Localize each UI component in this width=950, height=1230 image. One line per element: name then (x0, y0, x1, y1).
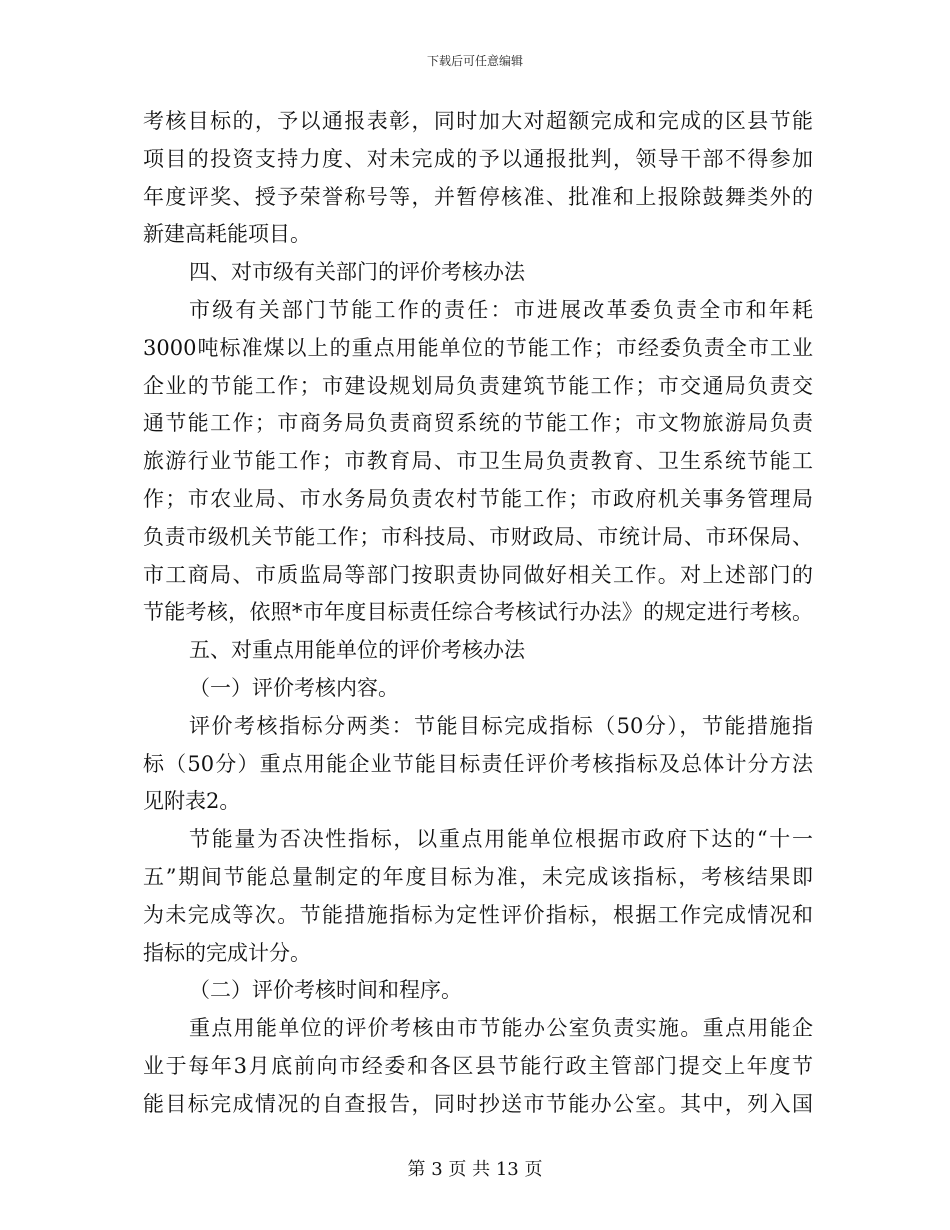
text-line: 负责市级机关节能工作；市科技局、市财政局、市统计局、市环保局、 (143, 524, 813, 549)
text-line: 作；市农业局、市水务局负责农村节能工作；市政府机关事务管理局 (143, 486, 813, 511)
text-line: 能目标完成情况的自查报告，同时抄送市节能办公室。其中，列入国 (143, 1091, 813, 1116)
text-line: 旅游行业节能工作；市教育局、市卫生局负责教育、卫生系统节能工 (143, 449, 813, 474)
text-line: 四、对市级有关部门的评价考核办法 (189, 260, 525, 285)
text-line: 市工商局、市质监局等部门按职责协同做好相关工作。对上述部门的 (143, 562, 813, 587)
text-line: 业于每年3月底前向市经委和各区县节能行政主管部门提交上年度节 (143, 1053, 813, 1078)
text-line: 年度评奖、授予荣誉称号等，并暂停核准、批准和上报除鼓舞类外的 (143, 184, 813, 209)
page-footer: 第 3 页 共 13 页 (407, 1159, 543, 1180)
text-line: 项目的投资支持力度、对未完成的予以通报批判，领导干部不得参加 (143, 146, 813, 171)
text-line: 重点用能单位的评价考核由市节能办公室负责实施。重点用能企 (189, 1016, 813, 1041)
text-line: 通节能工作；市商务局负责商贸系统的节能工作；市文物旅游局负责 (143, 411, 813, 436)
text-line: 见附表2。 (143, 789, 241, 814)
text-line: 考核目标的，予以通报表彰，同时加大对超额完成和完成的区县节能 (143, 109, 813, 133)
text-line: 指标的完成计分。 (143, 940, 311, 965)
text-line: （二）评价考核时间和程序。 (189, 978, 462, 1003)
text-line: 3000吨标准煤以上的重点用能单位的节能工作；市经委负责全市工业 (143, 335, 813, 360)
text-line: 节能考核，依照*市年度目标责任综合考核试行办法》的规定进行考核。 (143, 600, 813, 625)
text-line: 新建高耗能项目。 (143, 222, 311, 247)
text-line: （一）评价考核内容。 (189, 675, 399, 700)
text-line: 五”期间节能总量制定的年度目标为准，未完成该指标，考核结果即 (143, 864, 813, 889)
page-header: 下载后可任意编辑 (426, 54, 523, 68)
text-line: 五、对重点用能单位的评价考核办法 (189, 638, 525, 663)
text-line: 为未完成等次。节能措施指标为定性评价指标，根据工作完成情况和 (143, 902, 813, 927)
text-line: 节能量为否决性指标，以重点用能单位根据市政府下达的“十一 (189, 827, 813, 852)
text-line: 市级有关部门节能工作的责任：市进展改革委负责全市和年耗 (189, 297, 813, 322)
text-line: 评价考核指标分两类：节能目标完成指标（50分），节能措施指 (189, 713, 813, 738)
text-line: 企业的节能工作；市建设规划局负责建筑节能工作；市交通局负责交 (143, 373, 813, 398)
text-line: 标（50分）重点用能企业节能目标责任评价考核指标及总体计分方法 (143, 751, 813, 776)
document-body (143, 103, 813, 1124)
